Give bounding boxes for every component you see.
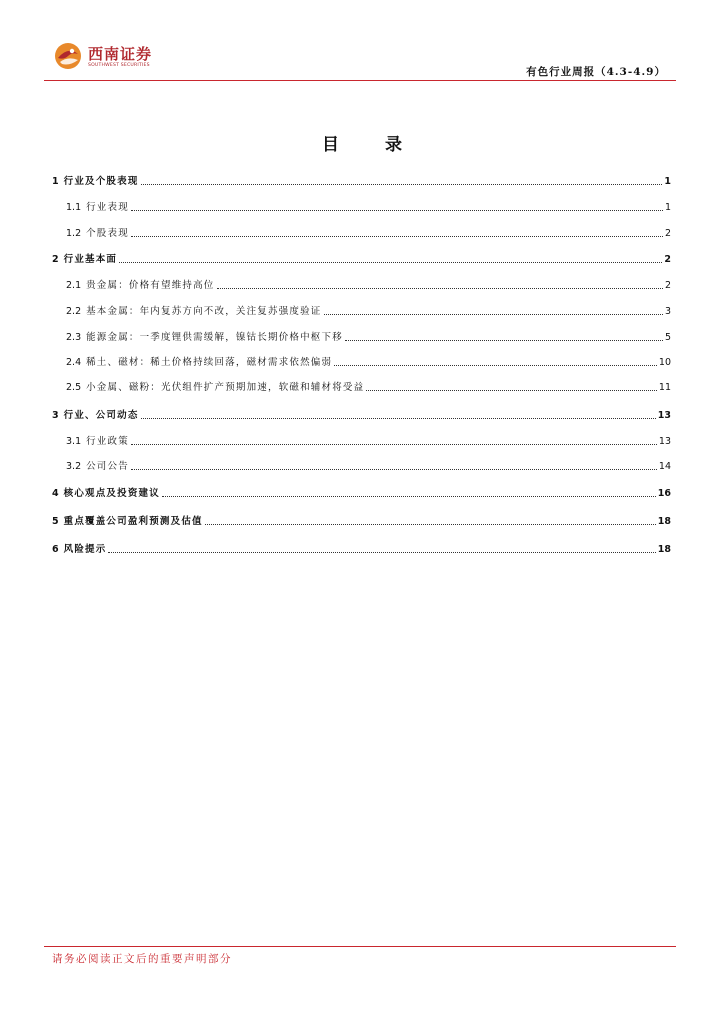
toc-entry-number: 1.1 (66, 202, 82, 213)
toc-entry-number: 3.2 (66, 461, 82, 472)
toc-entry-text: 个股表现 (86, 228, 129, 239)
toc-entry-number: 2.5 (66, 382, 82, 393)
toc-entry-text: 行业表现 (86, 202, 129, 213)
toc-entry-number: 2.2 (66, 306, 82, 317)
toc-entry-number: 1 (52, 176, 59, 187)
toc-entry-text: 行业基本面 (63, 254, 118, 265)
toc-entry[interactable] (52, 250, 671, 266)
toc-dot-leader (131, 236, 663, 237)
toc-entry-page: 1 (664, 202, 671, 213)
toc-entry-page: 13 (658, 436, 671, 447)
toc-entry-text: 贵金属：价格有望维持高位 (86, 280, 215, 291)
toc-entry-text: 行业、公司动态 (63, 410, 139, 421)
toc-entry-text: 重点覆盖公司盈利预测及估值 (63, 516, 203, 527)
toc-entry-text: 核心观点及投资建议 (63, 488, 160, 499)
toc-entry[interactable] (52, 198, 671, 214)
toc-entry-page: 5 (664, 332, 671, 343)
toc-dot-leader (108, 552, 655, 553)
toc-entry[interactable] (52, 540, 671, 556)
logo-mark-icon (54, 42, 82, 70)
company-logo (54, 42, 174, 72)
toc-dot-leader (141, 418, 656, 419)
toc-entry-page: 18 (657, 544, 671, 555)
toc-entry-text: 行业及个股表现 (63, 176, 139, 187)
toc-entry-page: 3 (664, 306, 671, 317)
toc-dot-leader (131, 210, 663, 211)
footer-notice: 请务必阅读正文后的重要声明部分 (52, 953, 232, 965)
toc-entry-number: 6 (52, 544, 59, 555)
toc-entry-number: 2.3 (66, 332, 82, 343)
toc-dot-leader (366, 390, 657, 391)
toc-dot-leader (217, 288, 663, 289)
toc-entry[interactable] (52, 512, 671, 528)
toc-title: 目 录 (322, 135, 422, 155)
toc-entry[interactable] (52, 224, 671, 240)
toc-entry[interactable] (52, 378, 671, 394)
toc-dot-leader (141, 184, 663, 185)
toc-entry[interactable] (52, 328, 671, 344)
toc-entry[interactable] (52, 457, 671, 473)
toc-entry-text: 公司公告 (86, 461, 129, 472)
page-header (44, 40, 676, 81)
toc-entry-page: 2 (664, 228, 671, 239)
toc-dot-leader (334, 365, 657, 366)
toc-entry-page: 16 (657, 488, 671, 499)
toc-entry-number: 2 (52, 254, 59, 265)
toc-entry[interactable] (52, 406, 671, 422)
toc-entry-text: 稀土、磁材：稀土价格持续回落，磁材需求依然偏弱 (86, 357, 333, 368)
toc-dot-leader (345, 340, 663, 341)
toc-dot-leader (162, 496, 656, 497)
toc-entry-number: 3 (52, 410, 59, 421)
toc-entry[interactable] (52, 276, 671, 292)
toc-entry-number: 5 (52, 516, 59, 527)
logo-english-name: SOUTHWEST SECURITIES (88, 63, 150, 68)
toc-entry-page: 13 (657, 410, 671, 421)
toc-entry-page: 1 (664, 176, 671, 187)
footer-divider (44, 946, 676, 947)
toc-entry-number: 2.1 (66, 280, 82, 291)
toc-dot-leader (324, 314, 663, 315)
toc-dot-leader (205, 524, 656, 525)
toc-entry-page: 18 (657, 516, 671, 527)
toc-entry[interactable] (52, 302, 671, 318)
toc-entry-text: 风险提示 (63, 544, 107, 555)
toc-dot-leader (119, 262, 662, 263)
report-title: 有色行业周报（4.3-4.9） (526, 66, 666, 78)
logo-chinese-name: 西南证券 (88, 45, 153, 63)
toc-entry-page: 11 (658, 382, 671, 393)
toc-entry-text: 基本金属：年内复苏方向不改，关注复苏强度验证 (86, 306, 322, 317)
toc-entry-number: 1.2 (66, 228, 82, 239)
toc-entry-page: 2 (664, 254, 671, 265)
toc-entry-number: 4 (52, 488, 59, 499)
toc-entry[interactable] (52, 484, 671, 500)
toc-entry-page: 10 (658, 357, 671, 368)
toc-entry-page: 2 (664, 280, 671, 291)
toc-entry-number: 2.4 (66, 357, 82, 368)
toc-entry-page: 14 (658, 461, 671, 472)
toc-entry-text: 行业政策 (86, 436, 129, 447)
toc-dot-leader (131, 469, 657, 470)
toc-entry-number: 3.1 (66, 436, 82, 447)
toc-dot-leader (131, 444, 657, 445)
toc-entry[interactable] (52, 432, 671, 448)
toc-entry[interactable] (52, 353, 671, 369)
toc-entry-text: 能源金属：一季度锂供需缓解，镍钴长期价格中枢下移 (86, 332, 343, 343)
toc-entry[interactable] (52, 172, 671, 188)
toc-entry-text: 小金属、磁粉：光伏组件扩产预期加速，软磁和辅材将受益 (86, 382, 365, 393)
